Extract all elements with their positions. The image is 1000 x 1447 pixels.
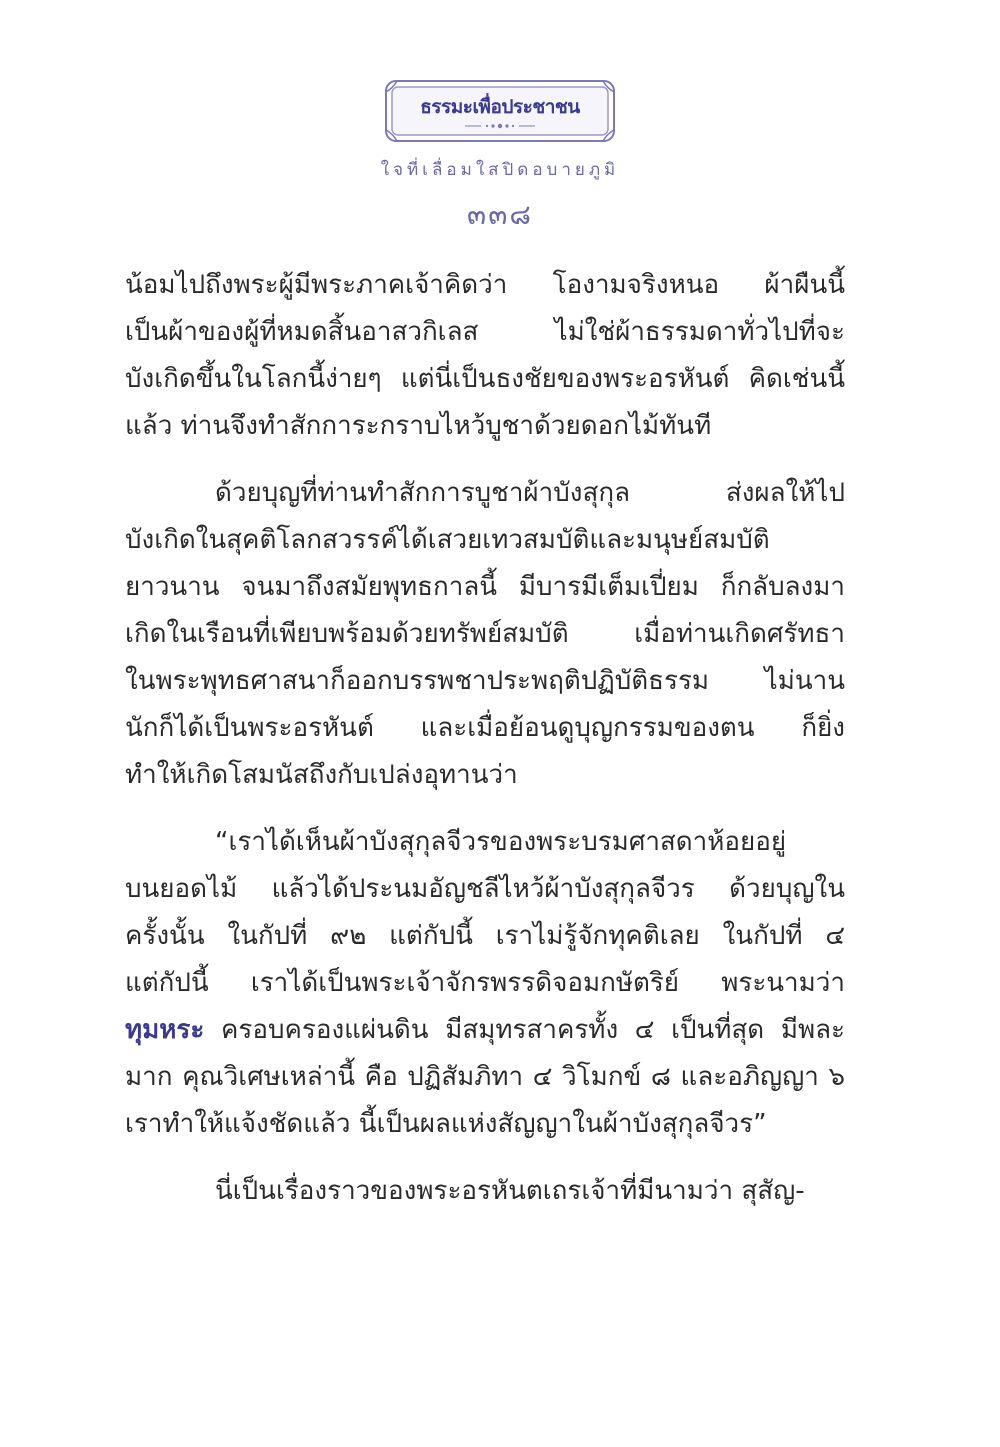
paragraph [125,470,845,799]
page-body [125,262,845,1235]
text-line: เราทำให้แจ้งชัดแล้ว นี้เป็นผลแห่งสัญญาในผ้าบังสุกุลจีวร” [125,1109,767,1139]
paragraph [125,262,845,450]
page-number: ๓๓๘ [467,198,533,231]
text-line: ครั้งนั้น ในกัปที่ ๙๒ แต่กัปนี้ เราไม่รู้จักทุคติเลย ในกัปที่ ๔ [125,921,845,951]
paragraph [125,1168,845,1215]
text-line: แล้ว ท่านจึงทำสักการะกราบไหว้บูชาด้วยดอกไม้ทันที [125,411,712,441]
text-line: บังเกิดในสุคติโลกสวรรค์ได้เสวยเทวสมบัติและมนุษย์สมบัติ [125,525,770,555]
text-line: นักก็ได้เป็นพระอรหันต์ และเมื่อย้อนดูบุญกรรมของตน ก็ยิ่ง [125,713,845,743]
page-header [0,78,1000,237]
text-line-with-name [125,1007,845,1054]
text-line: มาก คุณวิเศษเหล่านี้ คือ ปฏิสัมภิทา ๔ วิโมกข์ ๘ และอภิญญา ๖ [125,1062,845,1092]
text-line: บนยอดไม้ แล้วได้ประนมอัญชลีไหว้ผ้าบังสุกุลจีวร ด้วยบุญใน [125,874,845,904]
text-line-rest: ครอบครองแผ่นดิน มีสมุทรสาครทั้ง ๔ เป็นที่สุด มีพละ [204,1015,845,1045]
text-line: ยาวนาน จนมาถึงสมัยพุทธกาลนี้ มีบารมีเต็มเปี่ยม ก็กลับลงมา [125,572,845,602]
text-line: เป็นผ้าของผู้ที่หมดสิ้นอาสวกิเลส ไม่ใช่ผ้าธรรมดาทั่วไปที่จะ [125,317,845,347]
text-line: น้อมไปถึงพระผู้มีพระภาคเจ้าคิดว่า โองามจริงหนอ ผ้าผืนนี้ [125,270,845,300]
text-line: “เราได้เห็นผ้าบังสุกุลจีวรของพระบรมศาสดาห้อยอยู่ [215,827,787,857]
text-line: ในพระพุทธศาสนาก็ออกบรรพชาประพฤติปฏิบัติธรรม ไม่นาน [125,666,845,696]
logo-text: ธรรมะเพื่อประชาชน [420,96,580,118]
book-title: ใจที่เลื่อมใสปิดอบายภูมิ [380,160,620,180]
text-line: ด้วยบุญที่ท่านทำสักการบูชาผ้าบังสุกุล ส่งผลให้ไป [215,478,845,508]
text-line: แต่กัปนี้ เราได้เป็นพระเจ้าจักรพรรดิจอมกษัตริย์ พระนามว่า [125,968,845,998]
text-line: นี่เป็นเรื่องราวของพระอรหันตเถรเจ้าที่มีนามว่า สุสัญ- [215,1176,805,1206]
text-line: เกิดในเรือนที่เพียบพร้อมด้วยทรัพย์สมบัติ เมื่อท่านเกิดศรัทธา [125,619,845,649]
king-name: ทุมหระ [125,1015,205,1045]
text-line: ทำให้เกิดโสมนัสถึงกับเปล่งอุทานว่า [125,760,518,790]
paragraph [125,819,845,1148]
text-line: บังเกิดขึ้นในโลกนี้ง่ายๆ แต่นี่เป็นธงชัยของพระอรหันต์ คิดเช่นนี้ [125,364,845,394]
series-logo [383,78,617,144]
